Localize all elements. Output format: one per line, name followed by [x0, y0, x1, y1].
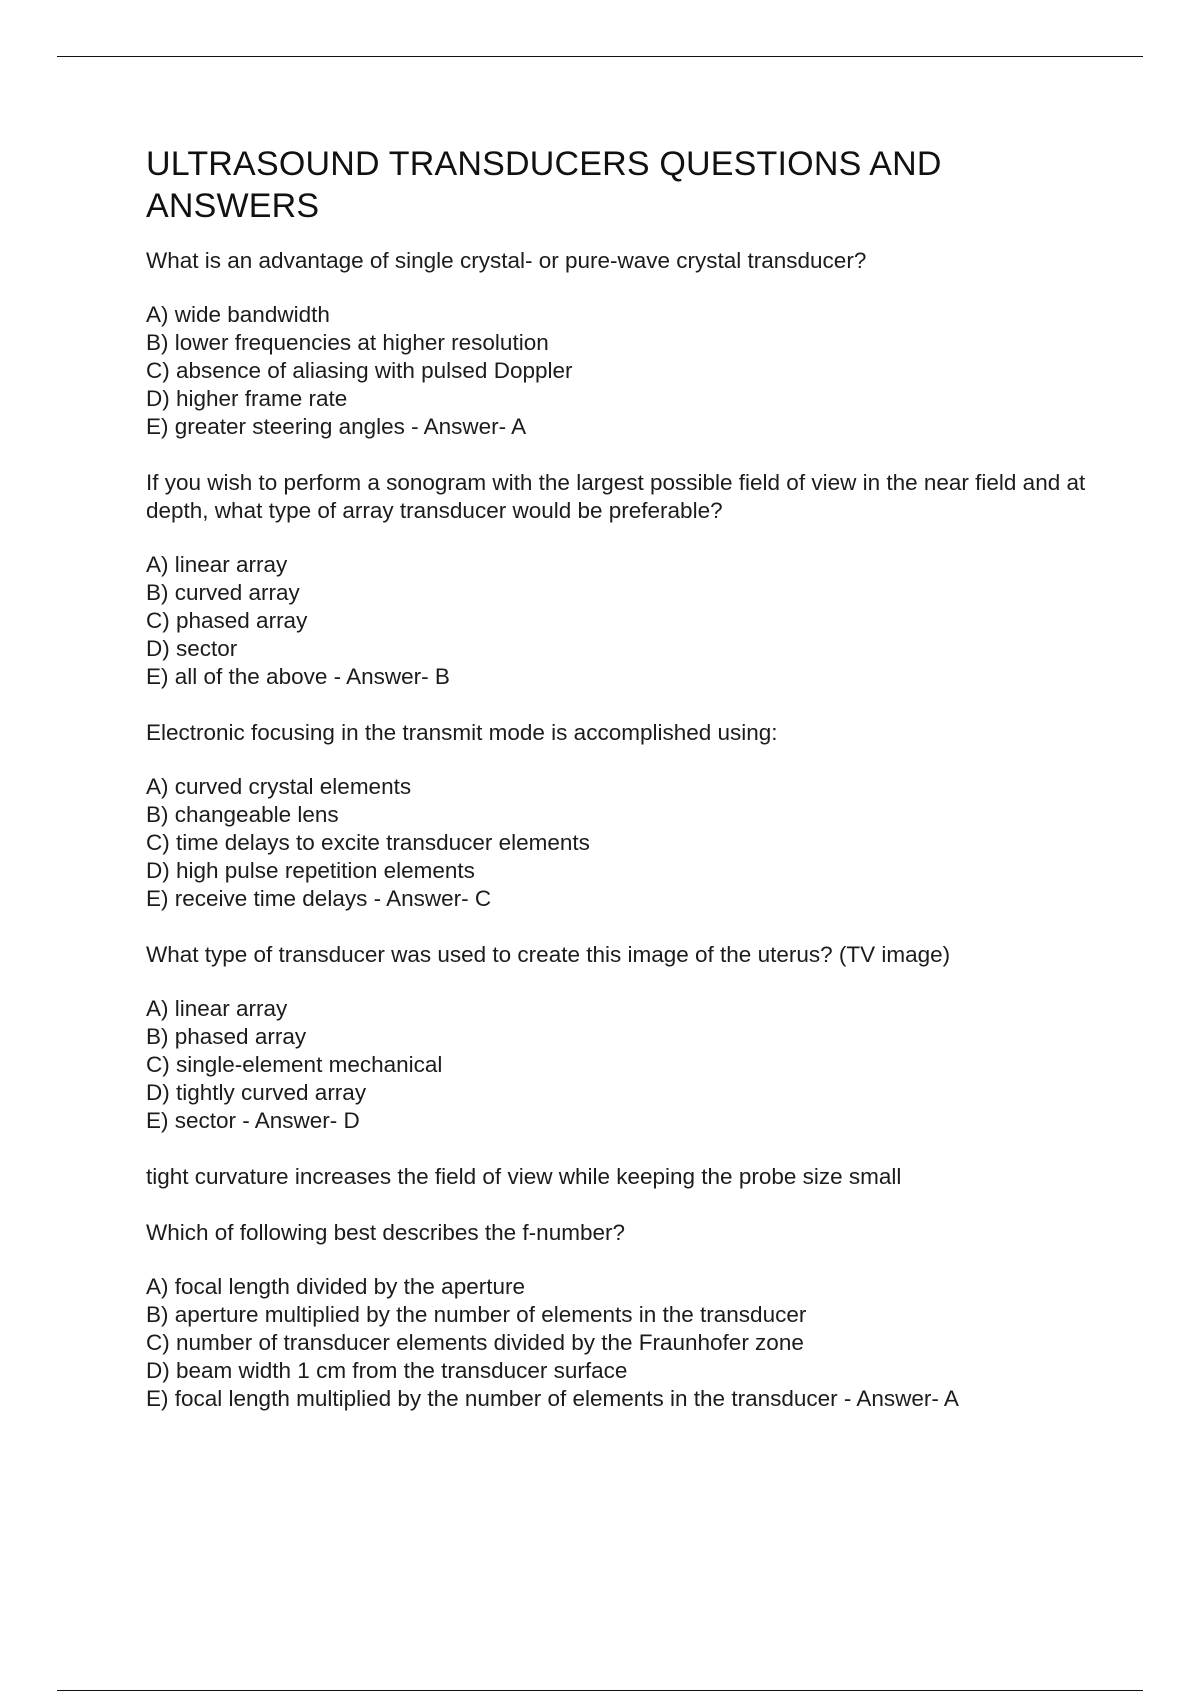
question-block — [146, 719, 1106, 913]
option-a: A) linear array — [146, 552, 288, 577]
question-block — [146, 469, 1106, 691]
option-c: C) phased array — [146, 608, 308, 633]
option-d: D) high pulse repetition elements — [146, 858, 475, 883]
option-c: C) time delays to excite transducer elements — [146, 830, 590, 855]
option-b: B) lower frequencies at higher resolution — [146, 330, 549, 355]
answer-options — [146, 995, 1106, 1135]
question-block — [146, 1219, 1106, 1413]
option-a: A) wide bandwidth — [146, 302, 330, 327]
option-a: A) focal length divided by the aperture — [146, 1274, 525, 1299]
option-d: D) sector — [146, 636, 238, 661]
bottom-rule — [57, 1690, 1143, 1691]
document-title: ULTRASOUND TRANSDUCERS QUESTIONS AND ANSWERS — [146, 145, 942, 225]
option-c: C) number of transducer elements divided by the Fraunhofer zone — [146, 1330, 804, 1355]
option-e: E) focal length multiplied by the number of elements in the transducer - Answer- A — [146, 1386, 959, 1411]
option-e: E) all of the above - Answer- B — [146, 664, 450, 689]
option-e: E) sector - Answer- D — [146, 1108, 360, 1133]
option-d: D) beam width 1 cm from the transducer surface — [146, 1358, 628, 1383]
option-b: B) curved array — [146, 580, 300, 605]
option-e: E) greater steering angles - Answer- A — [146, 414, 527, 439]
option-c: C) single-element mechanical — [146, 1052, 443, 1077]
question-block — [146, 941, 1106, 1135]
answer-options — [146, 551, 1106, 691]
option-a: A) curved crystal elements — [146, 774, 412, 799]
top-rule — [57, 56, 1143, 57]
option-e: E) receive time delays - Answer- C — [146, 886, 492, 911]
question-text: What is an advantage of single crystal- or pure-wave crystal transducer? — [146, 248, 867, 273]
question-text: If you wish to perform a sonogram with the largest possible field of view in the near field and at depth, what type of array transducer would be preferable? — [146, 470, 1086, 523]
option-b: B) aperture multiplied by the number of elements in the transducer — [146, 1302, 807, 1327]
answer-options — [146, 301, 1106, 441]
option-a: A) linear array — [146, 996, 288, 1021]
option-c: C) absence of aliasing with pulsed Doppler — [146, 358, 573, 383]
document-body — [146, 143, 1106, 1441]
option-b: B) phased array — [146, 1024, 307, 1049]
question-text: Electronic focusing in the transmit mode is accomplished using: — [146, 720, 778, 745]
question-text: Which of following best describes the f-number? — [146, 1220, 625, 1245]
answer-options — [146, 773, 1106, 913]
answer-options — [146, 1273, 1106, 1413]
option-b: B) changeable lens — [146, 802, 339, 827]
option-d: D) tightly curved array — [146, 1080, 367, 1105]
question-text: What type of transducer was used to create this image of the uterus? (TV image) — [146, 942, 951, 967]
question-block — [146, 247, 1106, 441]
option-d: D) higher frame rate — [146, 386, 348, 411]
explanation-note: tight curvature increases the field of view while keeping the probe size small — [146, 1164, 902, 1189]
